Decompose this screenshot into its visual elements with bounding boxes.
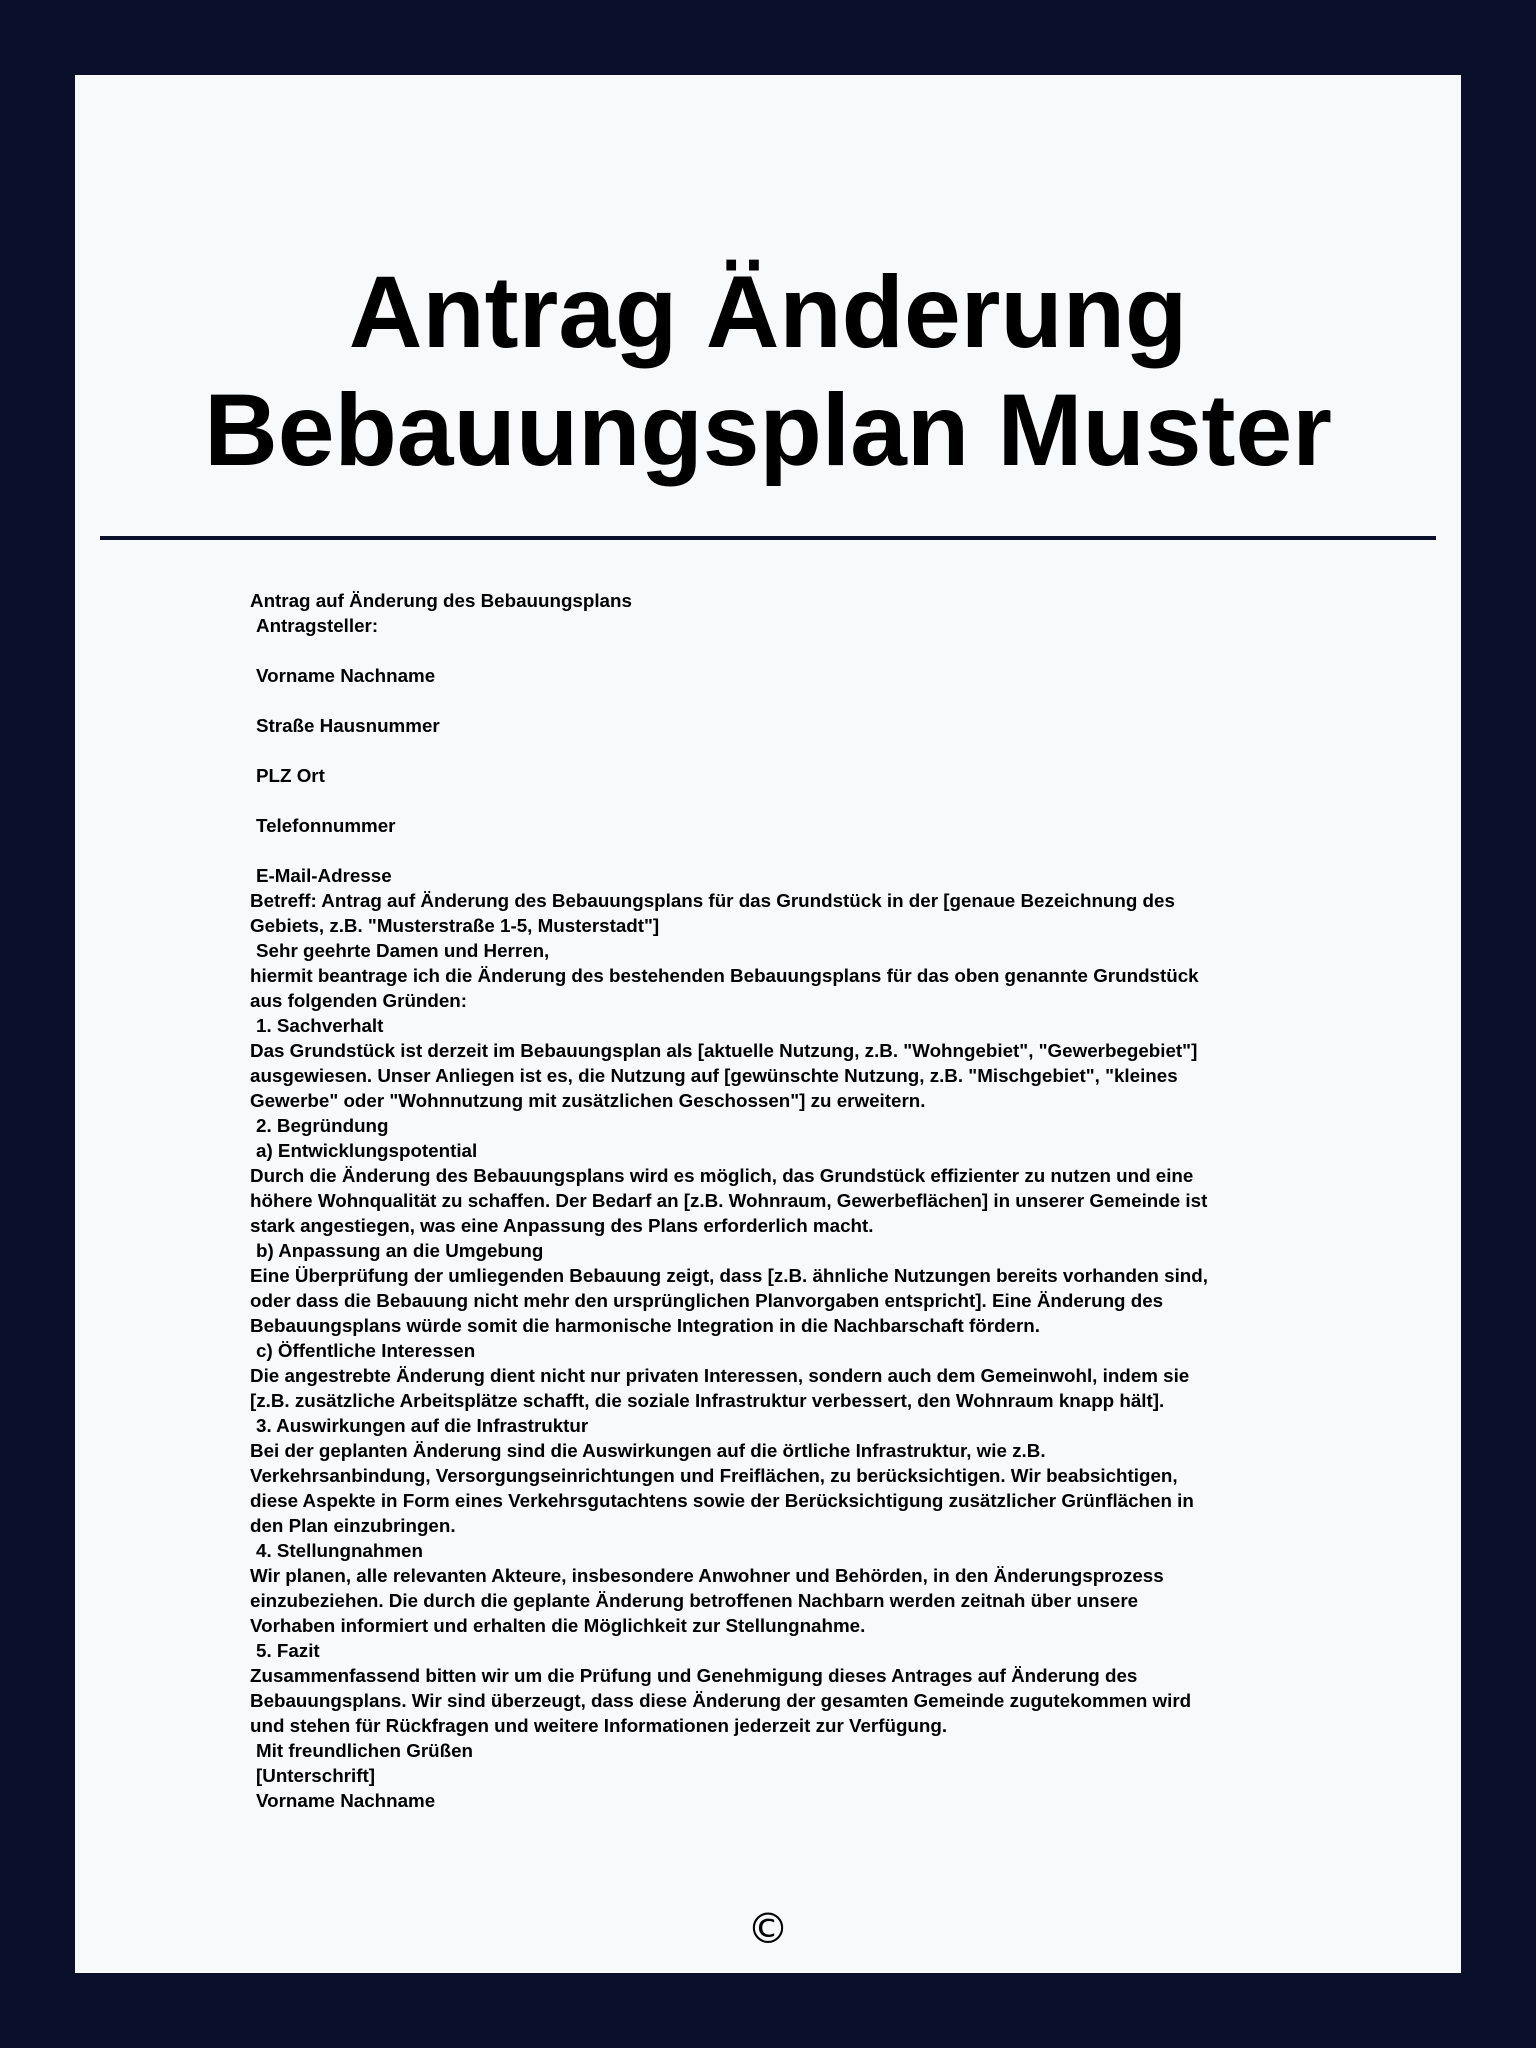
applicant-phone: Telefonnummer	[256, 815, 396, 836]
section-heading: 1. Sachverhalt	[256, 1015, 384, 1036]
paragraph-line: ausgewiesen. Unser Anliegen ist es, die Nutzung auf [gewünschte Nutzung, z.B. "Mischgebiet", "kleines	[250, 1065, 1178, 1086]
paragraph-line: Bebauungsplans würde somit die harmonische Integration in die Nachbarschaft fördern.	[250, 1315, 1040, 1336]
subject-line: Betreff: Antrag auf Änderung des Bebauungsplans für das Grundstück in der [genaue Bezeichnung des	[250, 890, 1175, 911]
section-heading: 5. Fazit	[256, 1640, 320, 1661]
paragraph-line: höhere Wohnqualität zu schaffen. Der Bedarf an [z.B. Wohnraum, Gewerbeflächen] in unserer Gemeinde ist	[250, 1190, 1208, 1211]
paragraph-line: Vorhaben informiert und erhalten die Möglichkeit zur Stellungnahme.	[250, 1615, 866, 1636]
paragraph-line: Bei der geplanten Änderung sind die Auswirkungen auf die örtliche Infrastruktur, wie z.B.	[250, 1440, 1046, 1461]
paragraph-line: Bebauungsplans. Wir sind überzeugt, dass diese Änderung der gesamten Gemeinde zugutekommen wird	[250, 1690, 1192, 1711]
paragraph-line: hiermit beantrage ich die Änderung des bestehenden Bebauungsplans für das oben genannte Grundstück	[250, 965, 1199, 986]
paragraph-line: diese Aspekte in Form eines Verkehrsgutachtens sowie der Berücksichtigung zusätzlicher Grünflächen in	[250, 1490, 1194, 1511]
letter-body	[250, 588, 1360, 1813]
paragraph-line: Durch die Änderung des Bebauungsplans wird es möglich, das Grundstück effizienter zu nutzen und eine	[250, 1165, 1194, 1186]
closing: Mit freundlichen Grüßen	[256, 1740, 474, 1761]
paragraph-line: Zusammenfassend bitten wir um die Prüfung und Genehmigung dieses Antrages auf Änderung des	[250, 1665, 1138, 1686]
applicant-email: E-Mail-Adresse	[256, 865, 392, 886]
paragraph-line: Verkehrsanbindung, Versorgungseinrichtungen und Freiflächen, zu berücksichtigen. Wir beabsichtigen,	[250, 1465, 1178, 1486]
section-heading: 3. Auswirkungen auf die Infrastruktur	[256, 1415, 589, 1436]
paragraph-line: und stehen für Rückfragen und weitere Informationen jederzeit zur Verfügung.	[250, 1715, 948, 1736]
applicant-name: Vorname Nachname	[256, 665, 436, 686]
section-heading: 2. Begründung	[256, 1115, 389, 1136]
copyright-symbol: ©	[747, 1904, 789, 1953]
paragraph-line: Gewerbe" oder "Wohnnutzung mit zusätzlichen Geschossen"] zu erweitern.	[250, 1090, 926, 1111]
signer-name: Vorname Nachname	[256, 1790, 436, 1811]
subsection-heading: c) Öffentliche Interessen	[256, 1340, 476, 1361]
paragraph-line: einzubeziehen. Die durch die geplante Änderung betroffenen Nachbarn werden zeitnah über unsere	[250, 1590, 1139, 1611]
paragraph-line: Die angestrebte Änderung dient nicht nur privaten Interessen, sondern auch dem Gemeinwohl, indem sie	[250, 1365, 1190, 1386]
title-line-1: Antrag Änderung	[348, 255, 1188, 369]
document-page	[75, 75, 1461, 1973]
paragraph-line: oder dass die Bebauung nicht mehr den ursprünglichen Planvorgaben entspricht]. Eine Änderung des	[250, 1290, 1164, 1311]
paragraph-line: Eine Überprüfung der umliegenden Bebauung zeigt, dass [z.B. ähnliche Nutzungen bereits vorhanden sind,	[250, 1265, 1208, 1286]
paragraph-line: aus folgenden Gründen:	[250, 990, 468, 1011]
paragraph-line: [z.B. zusätzliche Arbeitsplätze schafft, die soziale Infrastruktur verbessert, den Wohnraum knapp hält].	[250, 1390, 1165, 1411]
paragraph-line: den Plan einzubringen.	[250, 1515, 456, 1536]
letter-heading: Antrag auf Änderung des Bebauungsplans	[250, 590, 632, 611]
title-line-2: Bebauungsplan Muster	[204, 373, 1332, 487]
blank-line	[250, 838, 1360, 863]
applicant-city: PLZ Ort	[256, 765, 325, 786]
title-divider	[100, 536, 1436, 540]
subsection-heading: b) Anpassung an die Umgebung	[256, 1240, 544, 1261]
blank-line	[250, 738, 1360, 763]
section-heading: 4. Stellungnahmen	[256, 1540, 423, 1561]
paragraph-line: stark angestiegen, was eine Anpassung des Plans erforderlich macht.	[250, 1215, 874, 1236]
blank-line	[250, 638, 1360, 663]
applicant-street: Straße Hausnummer	[256, 715, 440, 736]
salutation: Sehr geehrte Damen und Herren,	[256, 940, 550, 961]
blank-line	[250, 688, 1360, 713]
paragraph-line: Wir planen, alle relevanten Akteure, insbesondere Anwohner und Behörden, in den Änderungsprozess	[250, 1565, 1164, 1586]
document-title	[75, 253, 1461, 489]
subject-line: Gebiets, z.B. "Musterstraße 1-5, Musterstadt"]	[250, 915, 660, 936]
blank-line	[250, 788, 1360, 813]
subsection-heading: a) Entwicklungspotential	[256, 1140, 478, 1161]
paragraph-line: Das Grundstück ist derzeit im Bebauungsplan als [aktuelle Nutzung, z.B. "Wohngebiet", "Gewerbegebiet"]	[250, 1040, 1198, 1061]
applicant-label: Antragsteller:	[256, 615, 379, 636]
signature-placeholder: [Unterschrift]	[256, 1765, 375, 1786]
